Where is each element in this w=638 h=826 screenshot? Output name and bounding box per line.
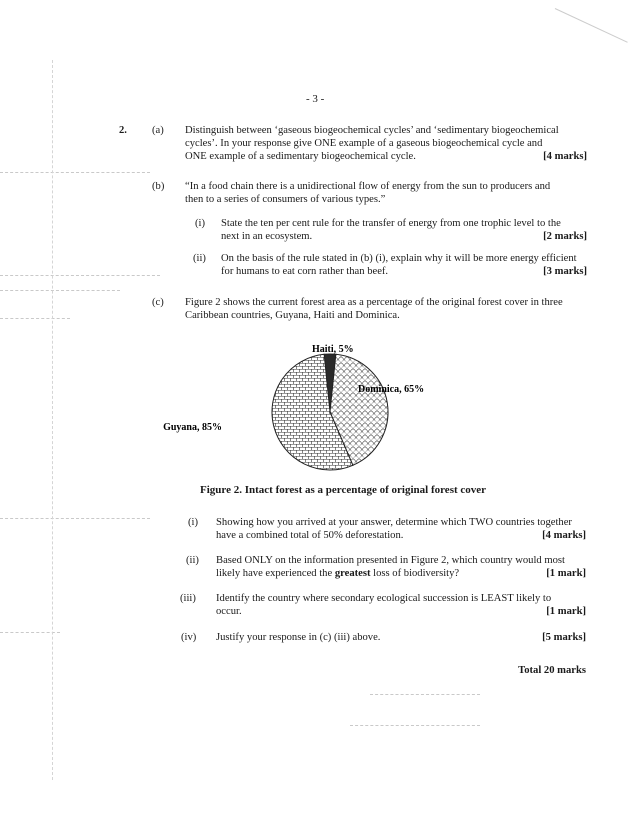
- scan-artifact-line: [0, 318, 70, 319]
- part-c-ii-emphasis: greatest: [334, 568, 371, 579]
- part-a-line1: Distinguish between ‘gaseous biogeochemical cycles’ and ‘sedimentary biogeochemical: [185, 125, 559, 136]
- part-a-marks: [4 marks]: [543, 151, 587, 162]
- part-c-iii-line2: occur.: [216, 606, 242, 617]
- scan-artifact-line: [0, 275, 160, 276]
- part-c-iii-line1: Identify the country where secondary ecological succession is LEAST likely to: [216, 593, 552, 604]
- part-a-line3: ONE example of a sedimentary biogeochemical cycle.: [185, 151, 416, 162]
- part-c-iii-label: (iii): [180, 593, 196, 604]
- part-b-i-line2: next in an ecosystem.: [221, 231, 313, 242]
- pie-label-dominica: Dominica, 65%: [358, 384, 425, 395]
- pie-label-guyana: Guyana, 85%: [163, 422, 222, 433]
- part-c-iii-text: [216, 592, 586, 618]
- part-c-i-marks: [4 marks]: [542, 530, 586, 541]
- part-a-line2: cycles’. In your response give ONE example of a gaseous biogeochemical cycle and: [185, 138, 543, 149]
- scan-artifact-line: [370, 694, 480, 695]
- part-a-text: [185, 124, 587, 163]
- part-c-line1: Figure 2 shows the current forest area as a percentage of the original forest cover in three: [185, 297, 563, 308]
- part-c-ii-text: [216, 554, 586, 580]
- part-c-iv-text: [216, 631, 586, 644]
- question-number: 2.: [119, 125, 127, 136]
- scan-artifact-line: [350, 725, 480, 726]
- page-number: - 3 -: [306, 93, 325, 105]
- part-c-iv-marks: [5 marks]: [542, 632, 586, 643]
- scan-artifact-line: [0, 632, 60, 633]
- part-b-text: [185, 180, 587, 206]
- part-b-ii-marks: [3 marks]: [543, 266, 587, 277]
- part-b-ii-line2: for humans to eat corn rather than beef.: [221, 266, 389, 277]
- part-c-ii-marks: [1 mark]: [546, 568, 586, 579]
- total-marks: Total 20 marks: [518, 665, 586, 676]
- part-c-text: [185, 296, 590, 322]
- part-a-label: (a): [152, 125, 164, 136]
- part-b-line1: “In a food chain there is a unidirectional flow of energy from the sun to producers and: [185, 181, 551, 192]
- part-b-ii-text: [221, 252, 587, 278]
- part-b-i-text: [221, 217, 587, 243]
- scan-artifact-corner: [555, 8, 628, 43]
- part-c-ii-line2-post: loss of biodiversity?: [370, 568, 460, 579]
- part-b-i-marks: [2 marks]: [543, 231, 587, 242]
- part-c-ii-line1: Based ONLY on the information presented in Figure 2, which country would most: [216, 555, 565, 566]
- scan-artifact-line: [0, 172, 150, 173]
- part-c-i-label: (i): [188, 517, 198, 528]
- part-c-i-text: [216, 516, 586, 542]
- part-b-i-label: (i): [195, 218, 205, 229]
- part-b-ii-label: (ii): [193, 253, 206, 264]
- pie-label-haiti: Haiti, 5%: [312, 344, 354, 355]
- part-b-label: (b): [152, 181, 165, 192]
- part-c-iii-marks: [1 mark]: [546, 606, 586, 617]
- part-c-iv-line1: Justify your response in (c) (iii) above.: [216, 632, 381, 643]
- part-c-line2: Caribbean countries, Guyana, Haiti and Dominica.: [185, 310, 400, 321]
- part-b-i-line1: State the ten per cent rule for the transfer of energy from one trophic level to the: [221, 218, 561, 229]
- part-b-line2: then to a series of consumers of various types.”: [185, 194, 386, 205]
- scan-artifact-line: [0, 518, 150, 519]
- scan-artifact-vline: [52, 60, 53, 780]
- part-c-i-line1: Showing how you arrived at your answer, determine which TWO countries together: [216, 517, 572, 528]
- part-c-i-line2: have a combined total of 50% deforestation.: [216, 530, 404, 541]
- figure-caption: Figure 2. Intact forest as a percentage of original forest cover: [200, 484, 487, 496]
- part-b-ii-line1: On the basis of the rule stated in (b) (i), explain why it will be more energy efficient: [221, 253, 577, 264]
- scan-artifact-line: [0, 290, 120, 291]
- pie-chart: [163, 336, 430, 476]
- part-c-ii-label: (ii): [186, 555, 199, 566]
- part-c-iv-label: (iv): [181, 632, 197, 643]
- part-c-ii-line2-pre: likely have experienced the: [216, 568, 335, 579]
- part-c-label: (c): [152, 297, 164, 308]
